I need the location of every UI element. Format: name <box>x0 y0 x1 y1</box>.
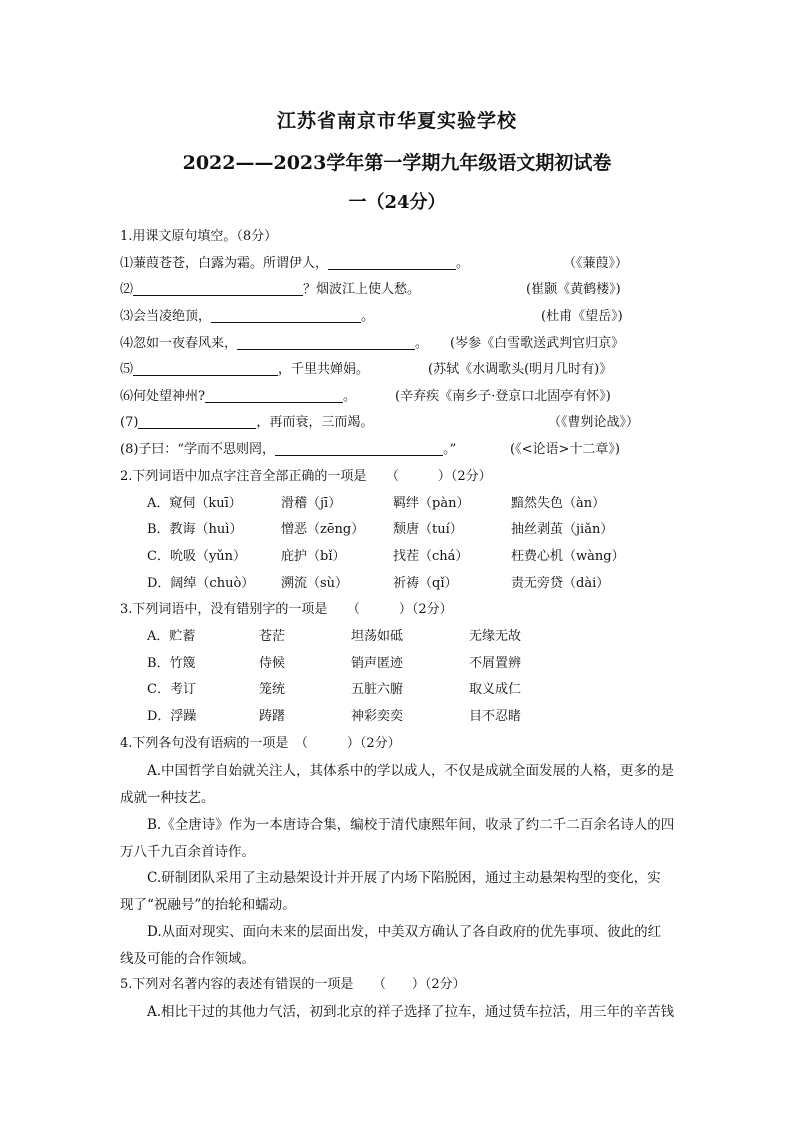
q1-source-1: （《蒹葭》） <box>563 256 629 271</box>
q5-option-a: A.相比干过的其他力气活，初到北京的祥子选择了拉车，通过赁车拉活，用三年的辛苦钱 <box>147 1004 675 1020</box>
exam-title: 2022——2023学年第一学期九年级语文期初试卷 <box>182 152 612 174</box>
q4-option-d-cont: 线及可能的合作领域。 <box>120 951 255 967</box>
q3-stem: 3.下列词语中，没有错别字的一项是 （ ）（2分） <box>120 602 453 617</box>
q1-line-5-post: ，千里共婵娟。 <box>278 362 370 377</box>
q3-word: 笼统 <box>259 682 286 697</box>
q3-option-a: A．贮蓄 <box>147 629 196 644</box>
q3-word: 神彩奕奕 <box>351 709 404 724</box>
q2-word: 抽丝剥茧（jiǎn） <box>511 522 614 537</box>
q2-word: 羁绊（pàn） <box>393 496 470 511</box>
q1-line-6-post: 。 <box>342 389 356 404</box>
answer-blank[interactable] <box>237 335 415 350</box>
q3-word: 不屑置辨 <box>469 656 522 671</box>
q2-word: 责无旁贷（dài） <box>511 576 610 591</box>
q1-line-4-pre: ⑷忽如一夜春风来， <box>120 336 238 351</box>
q1-line-3-pre: ⑶会当凌绝顶， <box>120 309 212 324</box>
q4-option-a: A.中国哲学自始就关注人，其体系中的学以成人，不仅是成就全面发展的人格，更多的是 <box>147 763 675 779</box>
q1-line-1-post: 。 <box>456 256 470 271</box>
q2-word: 颓唐（tuí） <box>393 522 463 537</box>
q1-line-7-pre: (7) <box>120 415 139 430</box>
q2-word: 黯然失色（àn） <box>511 496 606 511</box>
answer-blank[interactable] <box>138 414 256 429</box>
q1-line-3-post: 。 <box>361 309 375 324</box>
q5-stem: 5.下列对名著内容的表述有错误的一项是 （ ）（2分） <box>120 977 466 992</box>
q1-line-8-pre: (8)子曰：“学而不思则罔， <box>120 442 276 457</box>
q1-line-8-post: 。” <box>443 442 457 457</box>
answer-blank[interactable] <box>133 361 278 376</box>
q2-stem: 2.下列词语中加点字注音全部正确的一项是 （ ）（2分） <box>120 469 492 484</box>
q2-option-a: A．窥伺（kuī） <box>147 496 242 511</box>
q1-stem: 1.用课文原句填空。（8分） <box>120 229 278 244</box>
q1-line-4 <box>120 335 428 353</box>
q2-option-c: C．吮吸（yǔn） <box>147 549 247 564</box>
section-title: 一（24分） <box>348 192 446 213</box>
q2-word: 枉费心机（wàng） <box>511 549 625 564</box>
q3-word: 销声匿迹 <box>351 656 404 671</box>
q2-word: 憎恶（zēng） <box>281 522 365 537</box>
school-title: 江苏省南京市华夏实验学校 <box>276 110 517 132</box>
q1-line-5 <box>120 361 369 379</box>
q1-source-7: （《曹刿论战》） <box>548 415 640 430</box>
answer-blank[interactable] <box>211 308 361 323</box>
q3-word: 取义成仁 <box>469 682 522 697</box>
q1-source-2: (崔颢《黄鹤楼》) <box>526 282 621 297</box>
q2-word: 找茬（chá） <box>393 549 469 564</box>
q3-word: 五脏六腑 <box>351 682 404 697</box>
q1-source-4: (岑参《白雪歌送武判官归京》 <box>450 336 625 351</box>
q3-option-d: D．浮躁 <box>147 709 197 724</box>
q1-line-2 <box>120 281 420 299</box>
q1-line-7-post: ，再而衰，三而竭。 <box>256 415 374 430</box>
q3-option-b: B．竹篾 <box>147 656 196 671</box>
q1-line-8 <box>120 441 456 459</box>
q2-word: 溯流（sù） <box>281 576 349 591</box>
q4-stem: 4.下列各句没有语病的一项是 （ ）（2分） <box>120 736 401 751</box>
q1-source-5: (苏轼《水调歌头(明月几时有)》 <box>428 362 613 377</box>
q3-word: 侍候 <box>259 656 286 671</box>
q4-option-a-cont: 成就一种技艺。 <box>120 790 215 806</box>
q2-word: 祈祷（qǐ） <box>393 576 458 591</box>
q4-option-b-cont: 万八千九百余首诗作。 <box>120 844 255 860</box>
q4-option-c: C.研制团队采用了主动悬架设计并开展了内场下陷脱困，通过主动悬架构型的变化，实 <box>147 870 661 886</box>
q1-line-6 <box>120 388 356 406</box>
q3-word: 无缘无故 <box>469 629 522 644</box>
answer-blank[interactable] <box>328 255 456 270</box>
q1-source-6: (辛弃疾《南乡子·登京口北固亭有怀》) <box>395 389 611 404</box>
q3-word: 踌躇 <box>259 709 286 724</box>
q3-word: 苍茫 <box>259 629 286 644</box>
answer-blank[interactable] <box>133 281 303 296</box>
q1-source-3: (杜甫《望岳》) <box>541 309 623 324</box>
q1-line-7 <box>120 414 373 432</box>
q1-source-8: (《<论语>十二章》) <box>510 442 620 457</box>
q3-option-c: C．考订 <box>147 682 196 697</box>
q2-word: 庇护（bǐ） <box>281 549 346 564</box>
q3-word: 坦荡如砥 <box>351 629 404 644</box>
q2-option-d: D．阔绰（chuò） <box>147 576 255 591</box>
q2-word: 滑稽（jī） <box>281 496 342 511</box>
q3-word: 目不忍睹 <box>469 709 522 724</box>
q4-option-c-cont: 现了“祝融号”的抬轮和蠕动。 <box>120 897 296 913</box>
q1-line-5-pre: ⑸ <box>120 362 134 377</box>
q1-line-2-pre: ⑵ <box>120 282 134 297</box>
q1-line-1-pre: ⑴蒹葭苍苍，白露为霜。所谓伊人， <box>120 256 329 271</box>
answer-blank[interactable] <box>275 441 443 456</box>
q4-option-b: B.《全唐诗》作为一本唐诗合集，编校于清代康熙年间，收录了约二千二百余名诗人的四 <box>147 817 675 833</box>
q1-line-2-post: ？烟波江上使人愁。 <box>303 282 421 297</box>
q4-option-d: D.从面对现实、面向未来的层面出发，中美双方确认了各自政府的优先事项、彼此的红 <box>147 924 662 940</box>
q2-option-b: B．教诲（huì） <box>147 522 243 537</box>
q1-line-6-pre: ⑹何处望神州? <box>120 389 205 404</box>
q1-line-3 <box>120 308 374 326</box>
q1-line-4-post: 。 <box>415 336 429 351</box>
q1-line-1 <box>120 255 469 273</box>
answer-blank[interactable] <box>205 388 343 403</box>
